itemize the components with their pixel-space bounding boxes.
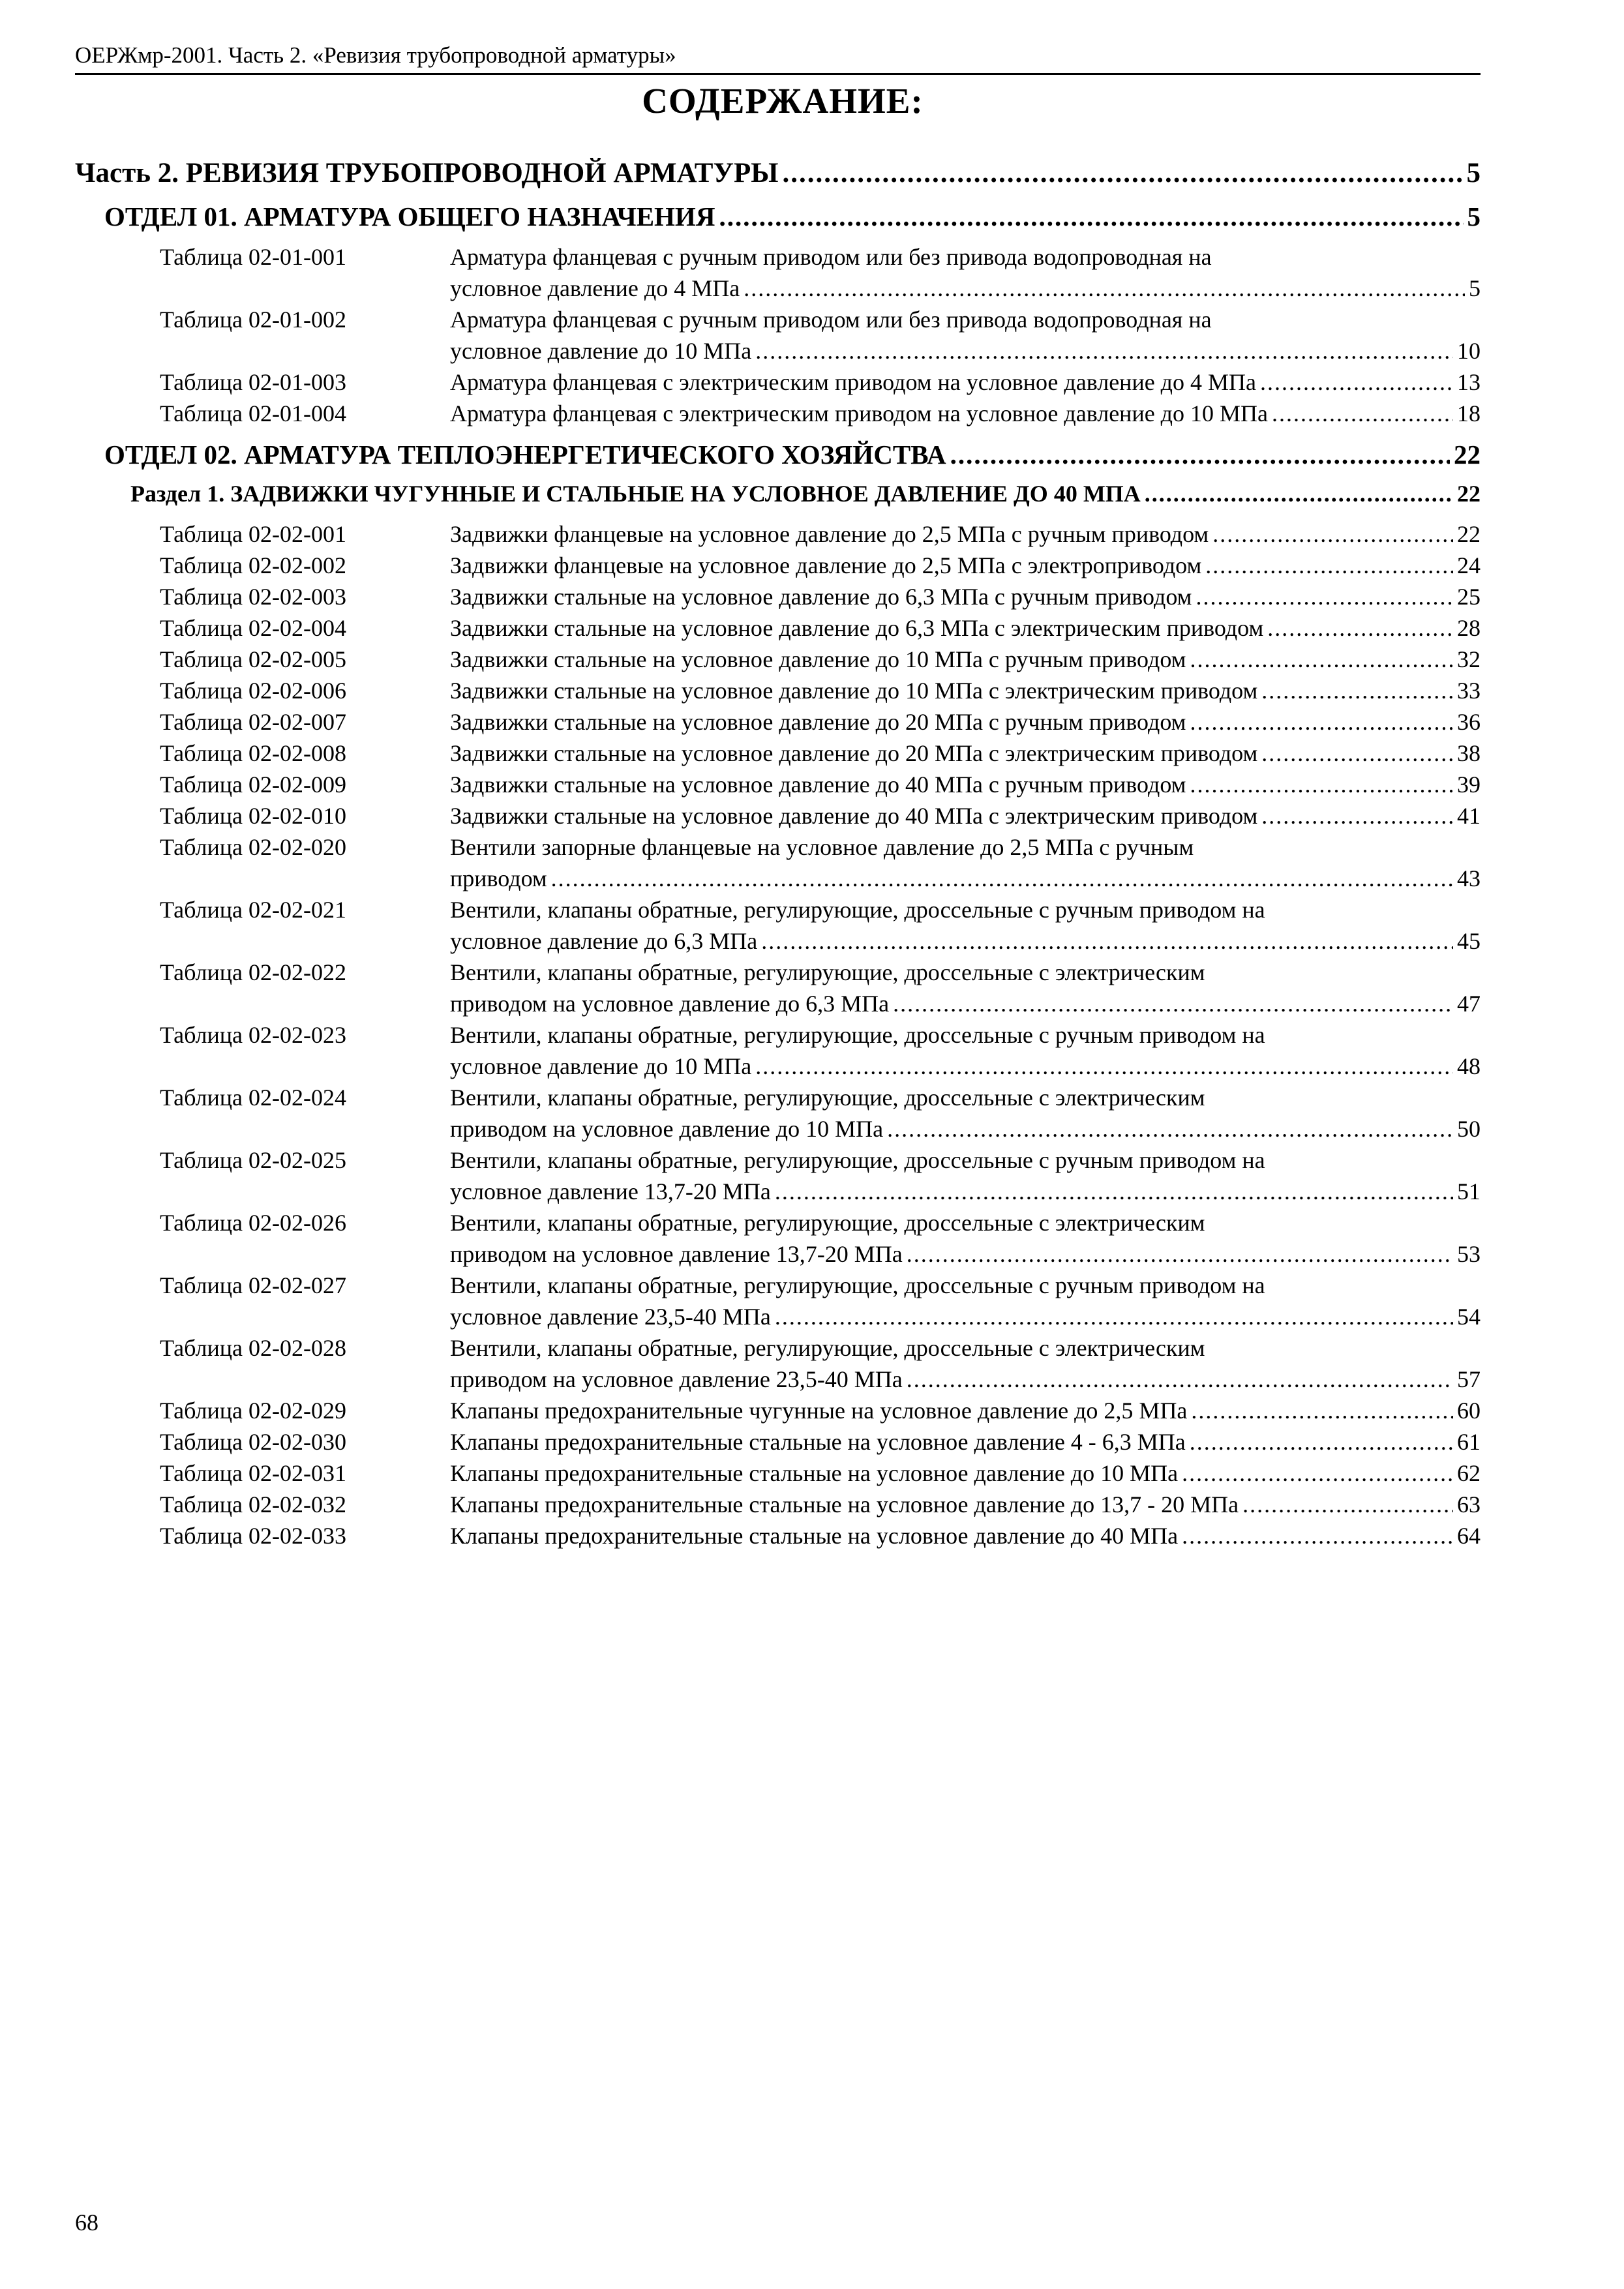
toc-page-number: 45 bbox=[1457, 928, 1481, 954]
toc-table-code: Таблица 02-02-010 bbox=[160, 803, 346, 829]
toc-table-entry[interactable] bbox=[0, 675, 1624, 706]
toc-table-code: Таблица 02-02-020 bbox=[160, 834, 346, 860]
leader-dots bbox=[907, 1238, 1453, 1270]
toc-table-code: Таблица 02-02-021 bbox=[160, 897, 346, 923]
toc-table-code: Таблица 02-01-001 bbox=[160, 244, 346, 270]
toc-table-title: приводом на условное давление до 6,3 МПа bbox=[450, 991, 890, 1017]
toc-page-number: 47 bbox=[1457, 991, 1481, 1017]
toc-table-entry[interactable] bbox=[0, 1019, 1624, 1082]
toc-page-number: 22 bbox=[1457, 521, 1481, 547]
toc-table-title: Клапаны предохранительные чугунные на условное давление до 2,5 МПа bbox=[450, 1398, 1188, 1424]
toc-table-title: приводом на условное давление 23,5-40 МПа bbox=[450, 1366, 903, 1392]
toc-page-number: 60 bbox=[1457, 1398, 1481, 1424]
toc-table-title-line: Вентили, клапаны обратные, регулирующие, дроссельные с электрическим bbox=[450, 1085, 1205, 1111]
toc-table-entry[interactable] bbox=[0, 769, 1624, 800]
toc-table-code: Таблица 02-02-001 bbox=[160, 521, 346, 547]
toc-table-entry[interactable] bbox=[0, 612, 1624, 644]
toc-table-title-line: Арматура фланцевая с ручным приводом или без привода водопроводная на bbox=[450, 307, 1212, 333]
toc-table-entry[interactable] bbox=[0, 304, 1624, 367]
toc-table-code: Таблица 02-02-022 bbox=[160, 959, 346, 985]
toc-table-code: Таблица 02-02-025 bbox=[160, 1147, 346, 1173]
leader-dots bbox=[1145, 478, 1453, 509]
toc-table-entry[interactable] bbox=[0, 706, 1624, 738]
toc-page-number: 38 bbox=[1457, 740, 1481, 766]
leader-dots bbox=[1267, 612, 1453, 644]
toc-page-number: 33 bbox=[1457, 678, 1481, 704]
leader-dots bbox=[1261, 675, 1453, 706]
toc-page-number: 22 bbox=[1457, 481, 1481, 507]
toc-table-title: Арматура фланцевая с электрическим приводом на условное давление до 10 МПа bbox=[450, 400, 1268, 426]
toc-dept-01-entry[interactable] bbox=[104, 199, 1481, 234]
toc-page-number: 54 bbox=[1457, 1304, 1481, 1330]
toc-table-code: Таблица 02-02-026 bbox=[160, 1210, 346, 1236]
leader-dots bbox=[1261, 800, 1453, 831]
toc-part-entry[interactable] bbox=[75, 155, 1481, 192]
toc-page-number: 39 bbox=[1457, 771, 1481, 798]
toc-table-code: Таблица 02-02-027 bbox=[160, 1272, 346, 1298]
toc-part-title: Часть 2. РЕВИЗИЯ ТРУБОПРОВОДНОЙ АРМАТУРЫ bbox=[75, 158, 779, 188]
toc-page-number: 10 bbox=[1457, 338, 1481, 364]
toc-table-code: Таблица 02-02-005 bbox=[160, 646, 346, 672]
toc-table-code: Таблица 02-02-007 bbox=[160, 709, 346, 735]
leader-dots bbox=[755, 335, 1453, 367]
leader-dots bbox=[719, 199, 1463, 234]
toc-table-title-line: Вентили, клапаны обратные, регулирующие, дроссельные с ручным приводом на bbox=[450, 1147, 1265, 1173]
toc-table-entry[interactable] bbox=[0, 1144, 1624, 1207]
toc-table-title: Задвижки фланцевые на условное давление до 2,5 МПа с электроприводом bbox=[450, 552, 1202, 578]
leader-dots bbox=[775, 1176, 1453, 1207]
toc-table-title: приводом на условное давление до 10 МПа bbox=[450, 1116, 884, 1142]
leader-dots bbox=[1261, 738, 1453, 769]
toc-table-entry[interactable] bbox=[0, 1520, 1624, 1551]
toc-table-code: Таблица 02-02-029 bbox=[160, 1398, 346, 1424]
toc-table-entry[interactable] bbox=[0, 398, 1624, 429]
toc-page-number: 32 bbox=[1457, 646, 1481, 672]
toc-table-title-line: Вентили запорные фланцевые на условное давление до 2,5 МПа с ручным bbox=[450, 834, 1194, 860]
leader-dots bbox=[1212, 518, 1453, 550]
toc-page-number: 5 bbox=[1467, 202, 1481, 232]
toc-table-title: условное давление 13,7-20 МПа bbox=[450, 1178, 771, 1204]
toc-table-entry[interactable] bbox=[0, 1395, 1624, 1426]
toc-table-entry[interactable] bbox=[0, 831, 1624, 894]
toc-table-title: Клапаны предохранительные стальные на условное давление до 13,7 - 20 МПа bbox=[450, 1491, 1239, 1518]
toc-page-number: 53 bbox=[1457, 1241, 1481, 1267]
toc-table-code: Таблица 02-02-006 bbox=[160, 678, 346, 704]
toc-table-code: Таблица 02-01-003 bbox=[160, 369, 346, 395]
leader-dots bbox=[887, 1113, 1453, 1144]
toc-page-number: 57 bbox=[1457, 1366, 1481, 1392]
toc-table-title: Клапаны предохранительные стальные на условное давление до 10 МПа bbox=[450, 1460, 1179, 1486]
toc-table-title: Задвижки стальные на условное давление до 10 МПа с ручным приводом bbox=[450, 646, 1186, 672]
toc-table-title: условное давление до 6,3 МПа bbox=[450, 928, 758, 954]
toc-dept-02-entry[interactable] bbox=[104, 437, 1481, 472]
toc-table-title: Клапаны предохранительные стальные на условное давление до 40 МПа bbox=[450, 1523, 1179, 1549]
toc-table-entry[interactable] bbox=[0, 241, 1624, 304]
leader-dots bbox=[1190, 644, 1453, 675]
toc-table-code: Таблица 02-02-004 bbox=[160, 615, 346, 641]
toc-table-entry[interactable] bbox=[0, 1207, 1624, 1270]
toc-table-title: условное давление до 4 МПа bbox=[450, 275, 740, 301]
toc-table-code: Таблица 02-01-004 bbox=[160, 400, 346, 426]
leader-dots bbox=[761, 925, 1453, 957]
toc-table-title-line: Вентили, клапаны обратные, регулирующие, дроссельные с электрическим bbox=[450, 959, 1205, 985]
toc-table-code: Таблица 02-02-032 bbox=[160, 1491, 346, 1518]
toc-table-code: Таблица 02-02-033 bbox=[160, 1523, 346, 1549]
toc-table-title: приводом на условное давление 13,7-20 МПа bbox=[450, 1241, 903, 1267]
toc-section-1-entry[interactable] bbox=[130, 478, 1481, 509]
toc-table-entry[interactable] bbox=[0, 800, 1624, 831]
toc-table-code: Таблица 02-02-030 bbox=[160, 1429, 346, 1455]
toc-table-title: Задвижки стальные на условное давление до 6,3 МПа с ручным приводом bbox=[450, 584, 1192, 610]
leader-dots bbox=[893, 988, 1453, 1019]
toc-table-entry[interactable] bbox=[0, 1489, 1624, 1520]
toc-dept-01-title: ОТДЕЛ 01. АРМАТУРА ОБЩЕГО НАЗНАЧЕНИЯ bbox=[104, 202, 715, 232]
leader-dots bbox=[1195, 581, 1453, 612]
toc-table-entry[interactable] bbox=[0, 738, 1624, 769]
toc-table-title: Клапаны предохранительные стальные на условное давление 4 - 6,3 МПа bbox=[450, 1429, 1186, 1455]
toc-page-number: 24 bbox=[1457, 552, 1481, 578]
toc-table-title-line: Арматура фланцевая с ручным приводом или без привода водопроводная на bbox=[450, 244, 1212, 270]
leader-dots bbox=[1242, 1489, 1453, 1520]
toc-page-number: 62 bbox=[1457, 1460, 1481, 1486]
page-number: 68 bbox=[75, 2209, 98, 2236]
leader-dots bbox=[1205, 550, 1453, 581]
leader-dots bbox=[1272, 398, 1453, 429]
toc-table-entry[interactable] bbox=[0, 1458, 1624, 1489]
toc-table-entry[interactable] bbox=[0, 957, 1624, 1019]
toc-table-code: Таблица 02-02-008 bbox=[160, 740, 346, 766]
running-header: ОЕРЖмр-2001. Часть 2. «Ревизия трубопроводной арматуры» bbox=[75, 40, 1481, 75]
toc-table-entry[interactable] bbox=[0, 644, 1624, 675]
toc-page-number: 63 bbox=[1457, 1491, 1481, 1518]
toc-page-number: 43 bbox=[1457, 865, 1481, 891]
toc-table-code: Таблица 02-02-028 bbox=[160, 1335, 346, 1361]
toc-page-number: 5 bbox=[1469, 275, 1481, 301]
toc-table-title: Задвижки стальные на условное давление до 20 МПа с ручным приводом bbox=[450, 709, 1186, 735]
leader-dots bbox=[744, 273, 1465, 304]
toc-page-number: 50 bbox=[1457, 1116, 1481, 1142]
toc-table-code: Таблица 02-02-031 bbox=[160, 1460, 346, 1486]
toc-page-number: 22 bbox=[1454, 440, 1481, 470]
leader-dots bbox=[1182, 1520, 1453, 1551]
toc-table-entry[interactable] bbox=[0, 894, 1624, 957]
toc-table-entry[interactable] bbox=[0, 1082, 1624, 1144]
toc-table-title: Задвижки стальные на условное давление до 40 МПа с ручным приводом bbox=[450, 771, 1186, 798]
toc-page-number: 48 bbox=[1457, 1053, 1481, 1079]
leader-dots bbox=[950, 437, 1450, 472]
toc-table-title: Задвижки фланцевые на условное давление до 2,5 МПа с ручным приводом bbox=[450, 521, 1209, 547]
toc-page-number: 41 bbox=[1457, 803, 1481, 829]
toc-table-code: Таблица 02-01-002 bbox=[160, 307, 346, 333]
toc-table-title: Задвижки стальные на условное давление до 40 МПа с электрическим приводом bbox=[450, 803, 1258, 829]
toc-table-title-line: Вентили, клапаны обратные, регулирующие, дроссельные с ручным приводом на bbox=[450, 1022, 1265, 1048]
toc-page-number: 13 bbox=[1457, 369, 1481, 395]
leader-dots bbox=[1182, 1458, 1453, 1489]
toc-page-number: 5 bbox=[1466, 158, 1481, 188]
page-title: СОДЕРЖАНИЕ: bbox=[642, 81, 924, 121]
leader-dots bbox=[1191, 1395, 1453, 1426]
leader-dots bbox=[782, 155, 1462, 192]
toc-table-entry[interactable] bbox=[0, 550, 1624, 581]
toc-table-title-line: Вентили, клапаны обратные, регулирующие, дроссельные с ручным приводом на bbox=[450, 897, 1265, 923]
leader-dots bbox=[1190, 1426, 1453, 1458]
toc-table-title: Задвижки стальные на условное давление до 10 МПа с электрическим приводом bbox=[450, 678, 1258, 704]
leader-dots bbox=[775, 1301, 1453, 1332]
toc-table-title-line: Вентили, клапаны обратные, регулирующие, дроссельные с электрическим bbox=[450, 1210, 1205, 1236]
toc-table-entry[interactable] bbox=[0, 518, 1624, 550]
toc-table-entry[interactable] bbox=[0, 1332, 1624, 1395]
toc-section-1-title: Раздел 1. ЗАДВИЖКИ ЧУГУННЫЕ И СТАЛЬНЫЕ НА УСЛОВНОЕ ДАВЛЕНИЕ ДО 40 МПА bbox=[130, 481, 1141, 507]
toc-table-entry[interactable] bbox=[0, 1426, 1624, 1458]
toc-table-title: условное давление до 10 МПа bbox=[450, 338, 752, 364]
toc-table-entry[interactable] bbox=[0, 581, 1624, 612]
toc-table-code: Таблица 02-02-002 bbox=[160, 552, 346, 578]
toc-table-title: условное давление 23,5-40 МПа bbox=[450, 1304, 771, 1330]
toc-page-number: 25 bbox=[1457, 584, 1481, 610]
toc-table-title: Задвижки стальные на условное давление до 20 МПа с электрическим приводом bbox=[450, 740, 1258, 766]
toc-table-code: Таблица 02-02-009 bbox=[160, 771, 346, 798]
toc-table-code: Таблица 02-02-023 bbox=[160, 1022, 346, 1048]
toc-dept-02-title: ОТДЕЛ 02. АРМАТУРА ТЕПЛОЭНЕРГЕТИЧЕСКОГО ХОЗЯЙСТВА bbox=[104, 440, 946, 470]
toc-page-number: 61 bbox=[1457, 1429, 1481, 1455]
leader-dots bbox=[755, 1051, 1453, 1082]
leader-dots bbox=[907, 1364, 1453, 1395]
toc-table-code: Таблица 02-02-024 bbox=[160, 1085, 346, 1111]
toc-table-title: Задвижки стальные на условное давление до 6,3 МПа с электрическим приводом bbox=[450, 615, 1264, 641]
toc-page-number: 28 bbox=[1457, 615, 1481, 641]
toc-table-title-line: Вентили, клапаны обратные, регулирующие, дроссельные с ручным приводом на bbox=[450, 1272, 1265, 1298]
toc-table-title: условное давление до 10 МПа bbox=[450, 1053, 752, 1079]
leader-dots bbox=[551, 863, 1453, 894]
toc-page-number: 36 bbox=[1457, 709, 1481, 735]
toc-table-entry[interactable] bbox=[0, 367, 1624, 398]
leader-dots bbox=[1260, 367, 1453, 398]
toc-page-number: 18 bbox=[1457, 400, 1481, 426]
toc-page-number: 51 bbox=[1457, 1178, 1481, 1204]
toc-table-entry[interactable] bbox=[0, 1270, 1624, 1332]
toc-table-title-line: Вентили, клапаны обратные, регулирующие, дроссельные с электрическим bbox=[450, 1335, 1205, 1361]
leader-dots bbox=[1190, 769, 1453, 800]
toc-table-title: Арматура фланцевая с электрическим приводом на условное давление до 4 МПа bbox=[450, 369, 1256, 395]
leader-dots bbox=[1190, 706, 1453, 738]
toc-table-code: Таблица 02-02-003 bbox=[160, 584, 346, 610]
toc-page-number: 64 bbox=[1457, 1523, 1481, 1549]
toc-table-title: приводом bbox=[450, 865, 547, 891]
